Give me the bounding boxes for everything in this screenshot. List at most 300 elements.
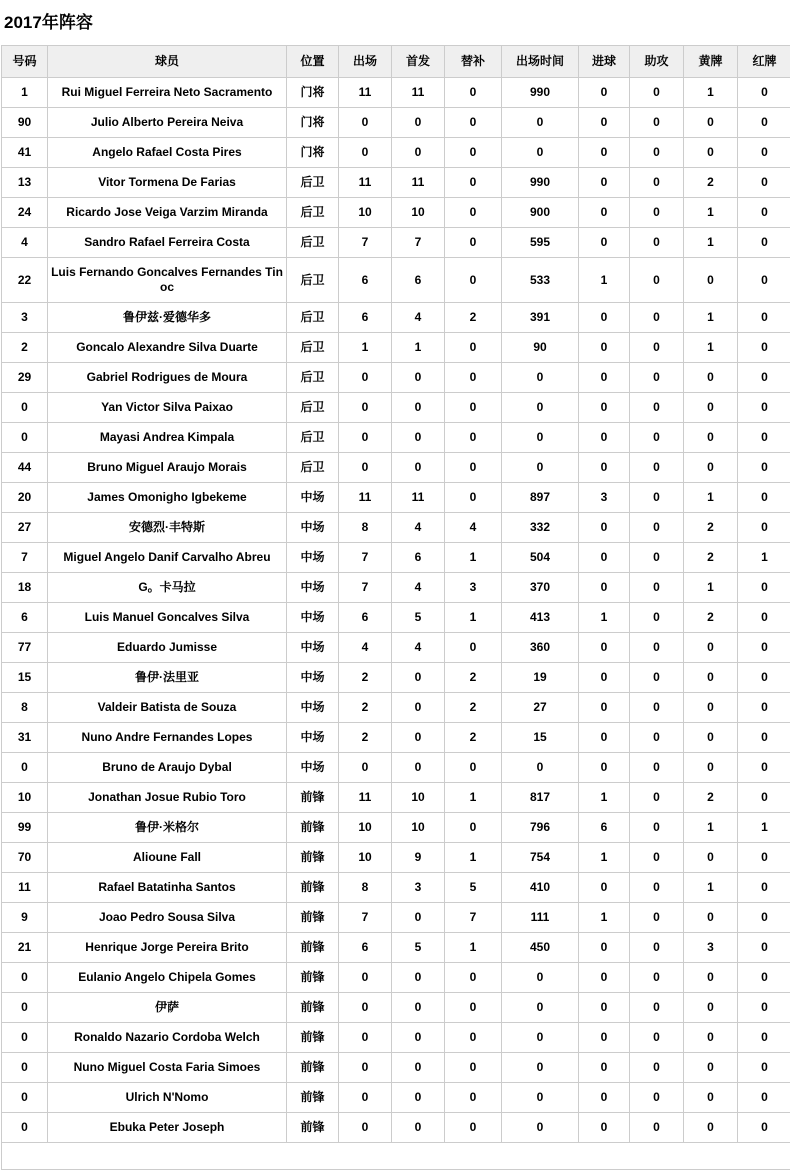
- yellow-cards-cell: 1: [684, 228, 738, 258]
- starts-cell: 0: [392, 693, 445, 723]
- player-cell: Valdeir Batista de Souza: [48, 693, 287, 723]
- header-assists-cell: 助攻: [630, 46, 684, 78]
- yellow-cards-cell: 0: [684, 753, 738, 783]
- number-cell: 0: [2, 1083, 48, 1113]
- goals-cell: 0: [579, 993, 630, 1023]
- goals-cell: 0: [579, 693, 630, 723]
- number-cell: 90: [2, 108, 48, 138]
- assists-cell: 0: [630, 813, 684, 843]
- yellow-cards-cell: 0: [684, 993, 738, 1023]
- minutes-cell: 0: [502, 138, 579, 168]
- position-cell: 前锋: [287, 813, 339, 843]
- goals-cell: 0: [579, 303, 630, 333]
- goals-cell: 0: [579, 873, 630, 903]
- yellow-cards-cell: 0: [684, 363, 738, 393]
- player-cell: 安德烈·丰特斯: [48, 513, 287, 543]
- assists-cell: 0: [630, 1023, 684, 1053]
- assists-cell: 0: [630, 258, 684, 303]
- starts-cell: 4: [392, 303, 445, 333]
- header-appearances-cell: 出场: [339, 46, 392, 78]
- assists-cell: 0: [630, 603, 684, 633]
- number-cell: 18: [2, 573, 48, 603]
- minutes-cell: 0: [502, 1083, 579, 1113]
- substitute-cell: 1: [445, 783, 502, 813]
- goals-cell: 1: [579, 603, 630, 633]
- goals-cell: 0: [579, 363, 630, 393]
- table-row: [2, 453, 790, 483]
- player-cell: 鲁伊·米格尔: [48, 813, 287, 843]
- appearances-cell: 2: [339, 663, 392, 693]
- number-cell: 7: [2, 543, 48, 573]
- player-cell: Ebuka Peter Joseph: [48, 1113, 287, 1143]
- position-cell: 后卫: [287, 168, 339, 198]
- yellow-cards-cell: 1: [684, 483, 738, 513]
- yellow-cards-cell: 0: [684, 1053, 738, 1083]
- table-row: [2, 723, 790, 753]
- position-cell: 前锋: [287, 963, 339, 993]
- appearances-cell: 6: [339, 933, 392, 963]
- starts-cell: 11: [392, 168, 445, 198]
- number-cell: 11: [2, 873, 48, 903]
- table-row: [2, 138, 790, 168]
- appearances-cell: 0: [339, 423, 392, 453]
- assists-cell: 0: [630, 543, 684, 573]
- starts-cell: 9: [392, 843, 445, 873]
- starts-cell: 0: [392, 993, 445, 1023]
- starts-cell: 11: [392, 483, 445, 513]
- substitute-cell: 0: [445, 1053, 502, 1083]
- table-row: [2, 603, 790, 633]
- assists-cell: 0: [630, 198, 684, 228]
- player-cell: Yan Victor Silva Paixao: [48, 393, 287, 423]
- appearances-cell: 11: [339, 783, 392, 813]
- position-cell: 门将: [287, 138, 339, 168]
- number-cell: 20: [2, 483, 48, 513]
- minutes-cell: 332: [502, 513, 579, 543]
- player-cell: Jonathan Josue Rubio Toro: [48, 783, 287, 813]
- minutes-cell: 410: [502, 873, 579, 903]
- red-cards-cell: 0: [738, 603, 790, 633]
- substitute-cell: 0: [445, 963, 502, 993]
- player-cell: 伊萨: [48, 993, 287, 1023]
- goals-cell: 0: [579, 573, 630, 603]
- appearances-cell: 7: [339, 543, 392, 573]
- player-cell: Gabriel Rodrigues de Moura: [48, 363, 287, 393]
- goals-cell: 0: [579, 168, 630, 198]
- assists-cell: 0: [630, 873, 684, 903]
- player-cell: 鲁伊·法里亚: [48, 663, 287, 693]
- starts-cell: 0: [392, 393, 445, 423]
- assists-cell: 0: [630, 693, 684, 723]
- yellow-cards-cell: 0: [684, 138, 738, 168]
- minutes-cell: 0: [502, 393, 579, 423]
- footer-spacer-cell: [2, 1143, 790, 1170]
- appearances-cell: 8: [339, 873, 392, 903]
- number-cell: 0: [2, 393, 48, 423]
- appearances-cell: 11: [339, 168, 392, 198]
- assists-cell: 0: [630, 663, 684, 693]
- table-row: [2, 633, 790, 663]
- red-cards-cell: 0: [738, 693, 790, 723]
- number-cell: 31: [2, 723, 48, 753]
- yellow-cards-cell: 1: [684, 873, 738, 903]
- red-cards-cell: 0: [738, 993, 790, 1023]
- starts-cell: 11: [392, 78, 445, 108]
- table-row: [2, 663, 790, 693]
- yellow-cards-cell: 0: [684, 423, 738, 453]
- appearances-cell: 0: [339, 453, 392, 483]
- yellow-cards-cell: 1: [684, 333, 738, 363]
- goals-cell: 0: [579, 753, 630, 783]
- appearances-cell: 0: [339, 393, 392, 423]
- goals-cell: 0: [579, 453, 630, 483]
- yellow-cards-cell: 0: [684, 453, 738, 483]
- position-cell: 门将: [287, 78, 339, 108]
- starts-cell: 10: [392, 813, 445, 843]
- appearances-cell: 0: [339, 993, 392, 1023]
- number-cell: 22: [2, 258, 48, 303]
- red-cards-cell: 0: [738, 483, 790, 513]
- minutes-cell: 360: [502, 633, 579, 663]
- assists-cell: 0: [630, 903, 684, 933]
- substitute-cell: 0: [445, 633, 502, 663]
- substitute-cell: 0: [445, 1113, 502, 1143]
- goals-cell: 1: [579, 903, 630, 933]
- red-cards-cell: 0: [738, 363, 790, 393]
- number-cell: 70: [2, 843, 48, 873]
- yellow-cards-cell: 2: [684, 783, 738, 813]
- red-cards-cell: 0: [738, 663, 790, 693]
- header-red-cards-cell: 红牌: [738, 46, 790, 78]
- table-row: [2, 168, 790, 198]
- goals-cell: 1: [579, 783, 630, 813]
- yellow-cards-cell: 0: [684, 108, 738, 138]
- starts-cell: 4: [392, 513, 445, 543]
- player-cell: Vitor Tormena De Farias: [48, 168, 287, 198]
- assists-cell: 0: [630, 963, 684, 993]
- position-cell: 中场: [287, 693, 339, 723]
- starts-cell: 0: [392, 138, 445, 168]
- header-substitute-cell: 替补: [445, 46, 502, 78]
- starts-cell: 10: [392, 783, 445, 813]
- appearances-cell: 4: [339, 633, 392, 663]
- substitute-cell: 0: [445, 108, 502, 138]
- number-cell: 0: [2, 753, 48, 783]
- assists-cell: 0: [630, 333, 684, 363]
- substitute-cell: 7: [445, 903, 502, 933]
- minutes-cell: 0: [502, 963, 579, 993]
- number-cell: 0: [2, 1113, 48, 1143]
- goals-cell: 6: [579, 813, 630, 843]
- starts-cell: 0: [392, 663, 445, 693]
- appearances-cell: 10: [339, 198, 392, 228]
- substitute-cell: 5: [445, 873, 502, 903]
- goals-cell: 0: [579, 333, 630, 363]
- starts-cell: 0: [392, 108, 445, 138]
- table-row: [2, 363, 790, 393]
- assists-cell: 0: [630, 513, 684, 543]
- yellow-cards-cell: 0: [684, 723, 738, 753]
- header-minutes-cell: 出场时间: [502, 46, 579, 78]
- player-cell: Ulrich N'Nomo: [48, 1083, 287, 1113]
- substitute-cell: 4: [445, 513, 502, 543]
- appearances-cell: 0: [339, 753, 392, 783]
- yellow-cards-cell: 0: [684, 393, 738, 423]
- goals-cell: 0: [579, 78, 630, 108]
- minutes-cell: 19: [502, 663, 579, 693]
- assists-cell: 0: [630, 168, 684, 198]
- appearances-cell: 11: [339, 78, 392, 108]
- appearances-cell: 0: [339, 363, 392, 393]
- goals-cell: 0: [579, 1023, 630, 1053]
- table-row: [2, 483, 790, 513]
- position-cell: 前锋: [287, 1053, 339, 1083]
- table-row: [2, 198, 790, 228]
- position-cell: 前锋: [287, 1023, 339, 1053]
- table-row: [2, 78, 790, 108]
- red-cards-cell: 0: [738, 333, 790, 363]
- yellow-cards-cell: 0: [684, 963, 738, 993]
- appearances-cell: 0: [339, 1053, 392, 1083]
- red-cards-cell: 0: [738, 453, 790, 483]
- appearances-cell: 10: [339, 813, 392, 843]
- substitute-cell: 0: [445, 393, 502, 423]
- yellow-cards-cell: 3: [684, 933, 738, 963]
- squad-table-header: [2, 46, 790, 78]
- position-cell: 前锋: [287, 993, 339, 1023]
- number-cell: 41: [2, 138, 48, 168]
- yellow-cards-cell: 2: [684, 513, 738, 543]
- table-footer-spacer: [2, 1143, 790, 1170]
- substitute-cell: 3: [445, 573, 502, 603]
- yellow-cards-cell: 1: [684, 198, 738, 228]
- red-cards-cell: 0: [738, 423, 790, 453]
- minutes-cell: 0: [502, 1113, 579, 1143]
- starts-cell: 6: [392, 543, 445, 573]
- table-row: [2, 333, 790, 363]
- minutes-cell: 413: [502, 603, 579, 633]
- player-cell: 鲁伊兹·爱德华多: [48, 303, 287, 333]
- position-cell: 中场: [287, 483, 339, 513]
- player-cell: Mayasi Andrea Kimpala: [48, 423, 287, 453]
- substitute-cell: 2: [445, 723, 502, 753]
- number-cell: 0: [2, 423, 48, 453]
- number-cell: 6: [2, 603, 48, 633]
- red-cards-cell: 0: [738, 753, 790, 783]
- red-cards-cell: 0: [738, 723, 790, 753]
- assists-cell: 0: [630, 633, 684, 663]
- position-cell: 中场: [287, 663, 339, 693]
- yellow-cards-cell: 2: [684, 603, 738, 633]
- substitute-cell: 1: [445, 933, 502, 963]
- player-cell: Ricardo Jose Veiga Varzim Miranda: [48, 198, 287, 228]
- goals-cell: 0: [579, 933, 630, 963]
- position-cell: 后卫: [287, 333, 339, 363]
- yellow-cards-cell: 0: [684, 1083, 738, 1113]
- starts-cell: 5: [392, 603, 445, 633]
- red-cards-cell: 0: [738, 573, 790, 603]
- player-cell: Sandro Rafael Ferreira Costa: [48, 228, 287, 258]
- red-cards-cell: 0: [738, 198, 790, 228]
- yellow-cards-cell: 0: [684, 843, 738, 873]
- minutes-cell: 754: [502, 843, 579, 873]
- substitute-cell: 0: [445, 228, 502, 258]
- substitute-cell: 0: [445, 993, 502, 1023]
- starts-cell: 0: [392, 903, 445, 933]
- position-cell: 中场: [287, 753, 339, 783]
- player-cell: Henrique Jorge Pereira Brito: [48, 933, 287, 963]
- substitute-cell: 0: [445, 363, 502, 393]
- yellow-cards-cell: 1: [684, 813, 738, 843]
- position-cell: 后卫: [287, 303, 339, 333]
- red-cards-cell: 0: [738, 963, 790, 993]
- assists-cell: 0: [630, 138, 684, 168]
- goals-cell: 0: [579, 108, 630, 138]
- appearances-cell: 8: [339, 513, 392, 543]
- header-position-cell: 位置: [287, 46, 339, 78]
- player-cell: Rui Miguel Ferreira Neto Sacramento: [48, 78, 287, 108]
- position-cell: 前锋: [287, 783, 339, 813]
- yellow-cards-cell: 0: [684, 693, 738, 723]
- minutes-cell: 450: [502, 933, 579, 963]
- table-row: [2, 393, 790, 423]
- yellow-cards-cell: 1: [684, 573, 738, 603]
- red-cards-cell: 0: [738, 933, 790, 963]
- player-cell: Alioune Fall: [48, 843, 287, 873]
- starts-cell: 0: [392, 1023, 445, 1053]
- position-cell: 前锋: [287, 933, 339, 963]
- assists-cell: 0: [630, 303, 684, 333]
- table-row: [2, 783, 790, 813]
- appearances-cell: 6: [339, 603, 392, 633]
- table-row: [2, 903, 790, 933]
- table-row: [2, 108, 790, 138]
- table-row: [2, 873, 790, 903]
- starts-cell: 1: [392, 333, 445, 363]
- number-cell: 77: [2, 633, 48, 663]
- goals-cell: 0: [579, 228, 630, 258]
- assists-cell: 0: [630, 453, 684, 483]
- header-row: [2, 46, 790, 78]
- player-cell: Nuno Miguel Costa Faria Simoes: [48, 1053, 287, 1083]
- starts-cell: 6: [392, 258, 445, 303]
- player-cell: Goncalo Alexandre Silva Duarte: [48, 333, 287, 363]
- table-row: [2, 423, 790, 453]
- minutes-cell: 897: [502, 483, 579, 513]
- red-cards-cell: 0: [738, 1053, 790, 1083]
- position-cell: 后卫: [287, 393, 339, 423]
- position-cell: 中场: [287, 513, 339, 543]
- starts-cell: 0: [392, 1113, 445, 1143]
- red-cards-cell: 0: [738, 303, 790, 333]
- position-cell: 门将: [287, 108, 339, 138]
- position-cell: 后卫: [287, 363, 339, 393]
- number-cell: 13: [2, 168, 48, 198]
- minutes-cell: 0: [502, 993, 579, 1023]
- goals-cell: 0: [579, 543, 630, 573]
- substitute-cell: 1: [445, 603, 502, 633]
- position-cell: 前锋: [287, 873, 339, 903]
- yellow-cards-cell: 2: [684, 543, 738, 573]
- minutes-cell: 796: [502, 813, 579, 843]
- minutes-cell: 990: [502, 78, 579, 108]
- number-cell: 3: [2, 303, 48, 333]
- substitute-cell: 0: [445, 168, 502, 198]
- substitute-cell: 0: [445, 78, 502, 108]
- assists-cell: 0: [630, 783, 684, 813]
- position-cell: 前锋: [287, 903, 339, 933]
- page-title: 2017年阵容: [4, 8, 790, 33]
- number-cell: 2: [2, 333, 48, 363]
- substitute-cell: 0: [445, 1023, 502, 1053]
- table-row: [2, 1113, 790, 1143]
- red-cards-cell: 0: [738, 843, 790, 873]
- appearances-cell: 7: [339, 228, 392, 258]
- starts-cell: 7: [392, 228, 445, 258]
- header-yellow-cards-cell: 黄牌: [684, 46, 738, 78]
- yellow-cards-cell: 0: [684, 903, 738, 933]
- red-cards-cell: 0: [738, 873, 790, 903]
- substitute-cell: 1: [445, 843, 502, 873]
- assists-cell: 0: [630, 723, 684, 753]
- player-cell: James Omonigho Igbekeme: [48, 483, 287, 513]
- red-cards-cell: 0: [738, 903, 790, 933]
- assists-cell: 0: [630, 483, 684, 513]
- minutes-cell: 0: [502, 363, 579, 393]
- position-cell: 中场: [287, 723, 339, 753]
- substitute-cell: 0: [445, 753, 502, 783]
- table-row: [2, 513, 790, 543]
- number-cell: 29: [2, 363, 48, 393]
- position-cell: 中场: [287, 573, 339, 603]
- assists-cell: 0: [630, 843, 684, 873]
- substitute-cell: 0: [445, 138, 502, 168]
- position-cell: 后卫: [287, 453, 339, 483]
- appearances-cell: 6: [339, 303, 392, 333]
- goals-cell: 0: [579, 723, 630, 753]
- number-cell: 10: [2, 783, 48, 813]
- assists-cell: 0: [630, 228, 684, 258]
- number-cell: 0: [2, 963, 48, 993]
- player-cell: Julio Alberto Pereira Neiva: [48, 108, 287, 138]
- goals-cell: 0: [579, 138, 630, 168]
- minutes-cell: 0: [502, 753, 579, 783]
- number-cell: 24: [2, 198, 48, 228]
- squad-table-footer: [2, 1143, 790, 1170]
- substitute-cell: 2: [445, 693, 502, 723]
- minutes-cell: 0: [502, 108, 579, 138]
- player-cell: Eulanio Angelo Chipela Gomes: [48, 963, 287, 993]
- table-row: [2, 1083, 790, 1113]
- yellow-cards-cell: 0: [684, 633, 738, 663]
- assists-cell: 0: [630, 363, 684, 393]
- minutes-cell: 990: [502, 168, 579, 198]
- goals-cell: 3: [579, 483, 630, 513]
- position-cell: 后卫: [287, 228, 339, 258]
- goals-cell: 0: [579, 633, 630, 663]
- red-cards-cell: 1: [738, 813, 790, 843]
- number-cell: 0: [2, 993, 48, 1023]
- position-cell: 中场: [287, 603, 339, 633]
- header-player-cell: 球员: [48, 46, 287, 78]
- red-cards-cell: 0: [738, 108, 790, 138]
- squad-table-body: [2, 78, 790, 1143]
- table-row: [2, 543, 790, 573]
- number-cell: 4: [2, 228, 48, 258]
- substitute-cell: 2: [445, 303, 502, 333]
- position-cell: 后卫: [287, 423, 339, 453]
- minutes-cell: 370: [502, 573, 579, 603]
